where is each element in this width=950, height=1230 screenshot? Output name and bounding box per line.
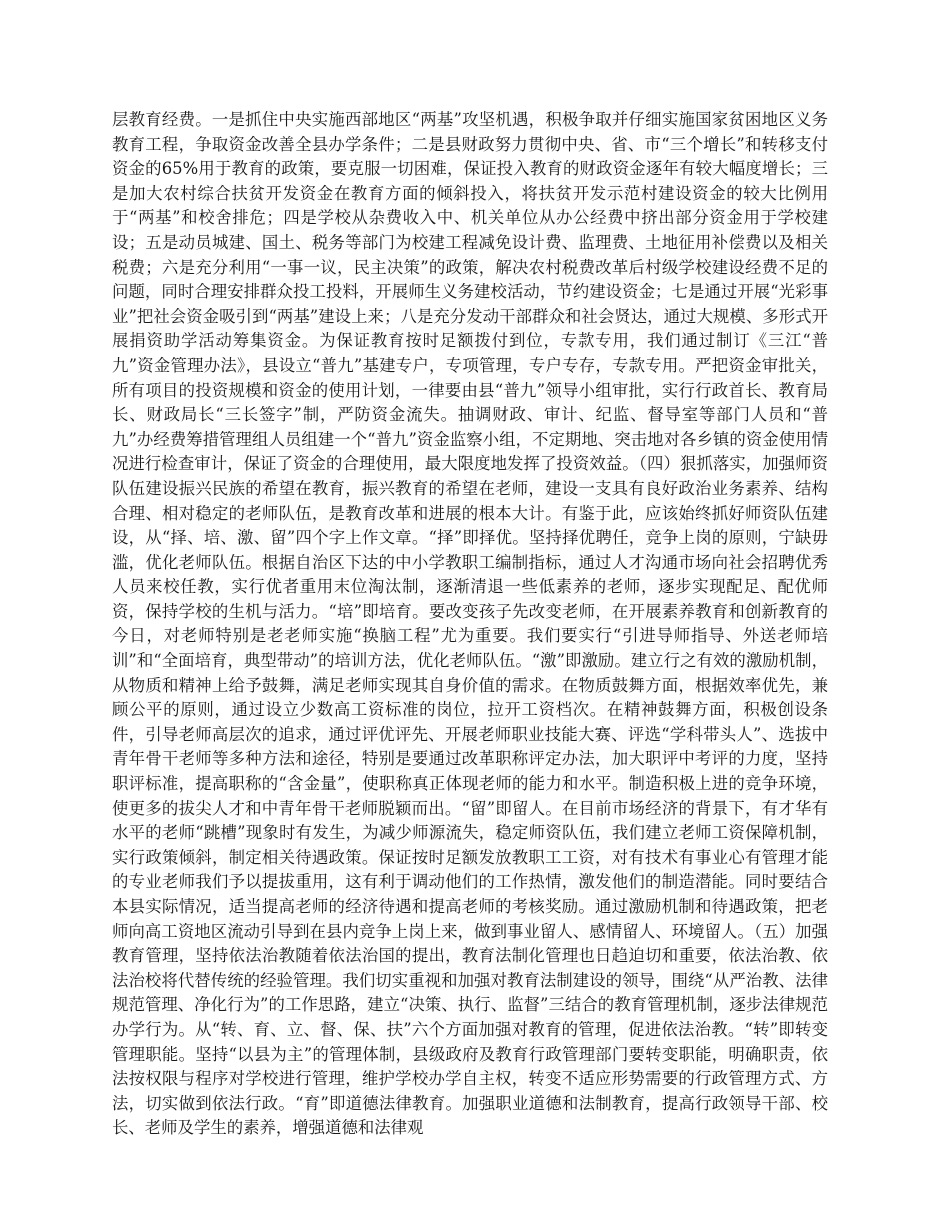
body-paragraph: 层教育经费。一是抓住中央实施西部地区“两基”攻坚机遇，积极争取并仔细实施国家贫困地区义务教育工程，争取资金改善全县办学条件；二是县财政努力贯彻中央、省、市“三个增长”和转移支付资金的65%用于教育的政策，要克服一切困难，保证投入教育的财政资金逐年有较大幅度增长；三是加大农村综合扶贫开发资金在教育方面的倾斜投入，将扶贫开发示范村建设资金的较大比例用于“两基”和校舍排危；四是学校从杂费收入中、机关单位从办公经费中挤出部分资金用于学校建设；五是动员城建、国土、税务等部门为校建工程减免设计费、监理费、土地征用补偿费以及相关税费；六是充分利用“一事一议，民主决策”的政策，解决农村税费改革后村级学校建设经费不足的问题，同时合理安排群众投工投料，开展师生义务建校活动，节约建设资金；七是通过开展“光彩事业”把社会资金吸引到“两基”建设上来；八是充分发动干部群众和社会贤达，通过大规模、多形式开展捐资助学活动筹集资金。为保证教育按时足额拨付到位，专款专用，我们通过制订《三江“普九”资金管理办法》，县设立“普九”基建专户，专项管理，专户专存，专款专用。严把资金审批关，所有项目的投资规模和资金的使用计划，一律要由县“普九”领导小组审批，实行行政首长、教育局长、财政局长“三长签字”制，严防资金流失。抽调财政、审计、纪监、督导室等部门人员和“普九”办经费筹措管理组人员组建一个“普九”资金监察小组，不定期地、突击地对各乡镇的资金使用情况进行检查审计，保证了资金的合理使用，最大限度地发挥了投资效益。（四）狠抓落实，加强师资队伍建设振兴民族的希望在教育，振兴教育的希望在老师，建设一支具有良好政治业务素养、结构合理、相对稳定的老师队伍，是教育改革和进展的根本大计。有鉴于此，应该始终抓好师资队伍建设，从“择、培、激、留”四个字上作文章。“择”即择优。坚持择优聘任，竞争上岗的原则，宁缺毋滥，优化老师队伍。根据自治区下达的中小学教职工编制指标，通过人才沟通市场向社会招聘优秀人员来校任教，实行优者重用末位淘汰制，逐渐清退一些低素养的老师，逐步实现配足、配优师资，保持学校的生机与活力。“培”即培育。要改变孩子先改变老师，在开展素养教育和创新教育的今日，对老师特别是老老师实施“换脑工程”尤为重要。我们要实行“引进导师指导、外送老师培训”和“全面培育，典型带动”的培训方法，优化老师队伍。“激”即激励。建立行之有效的激励机制，从物质和精神上给予鼓舞，满足老师实现其自身价值的需求。在物质鼓舞方面，根据效率优先，兼顾公平的原则，通过设立少数高工资标准的岗位，拉开工资档次。在精神鼓舞方面，积极创设条件，引导老师高层次的追求，通过评优评先、开展老师职业技能大赛、评选“学科带头人”、选拔中青年骨干老师等多种方法和途径，特别是要通过改革职称评定办法，加大职评中考评的力度，坚持职评标准，提高职称的“含金量”，使职称真正体现老师的能力和水平。制造积极上进的竞争环境，使更多的拔尖人才和中青年骨干老师脱颖而出。“留”即留人。在目前市场经济的背景下，有才华有水平的老师“跳槽”现象时有发生，为减少师源流失，稳定师资队伍，我们建立老师工资保障机制，实行政策倾斜，制定相关待遇政策。保证按时足额发放教职工工资，对有技术有事业心有管理才能的专业老师我们予以提拔重用，这有利于调动他们的工作热情，激发他们的制造潜能。同时要结合本县实际情况，适当提高老师的经济待遇和提高老师的考核奖励。通过激励机制和待遇政策，把老师向高工资地区流动引导到在县内竞争上岗上来，做到事业留人、感情留人、环境留人。（五）加强教育管理，坚持依法治教随着依法治国的提出，教育法制化管理也日趋迫切和重要，依法治教、依法治校将代替传统的经验管理。我们切实重视和加强对教育法制建设的领导，围绕“从严治教、法律规范管理、净化行为”的工作思路，建立“决策、执行、监督”三结合的教育管理机制，逐步法律规范办学行为。从“转、育、立、督、保、扶”六个方面加强对教育的管理，促进依法治教。“转”即转变管理职能。坚持“以县为主”的管理体制，县级政府及教育行政管理部门要转变职能，明确职责，依法按权限与程序对学校进行管理，维护学校办学自主权，转变不适应形势需要的行政管理方式、方法，切实做到依法行政。“育”即道德法律教育。加强职业道德和法制教育，提高行政领导干部、校长、老师及学生的素养，增强道德和法律观 [112, 110, 828, 1138]
